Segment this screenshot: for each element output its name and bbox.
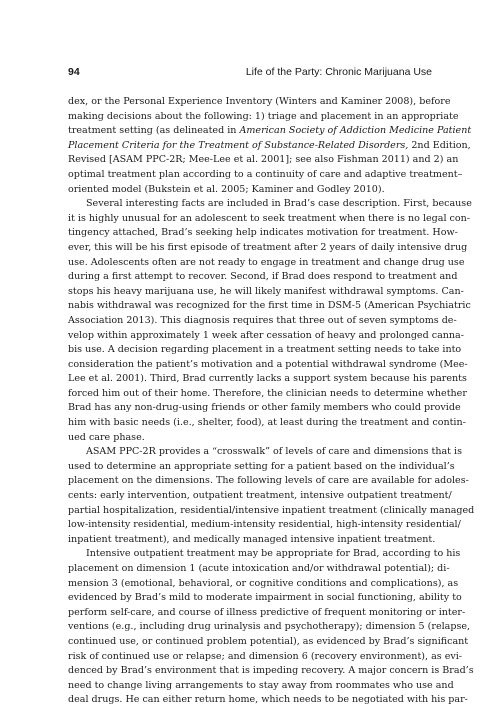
text-line: bis use. A decision regarding placement in a treatment setting needs to take into bbox=[68, 344, 462, 356]
text-line: consideration the patient’s motivation and a potential withdrawal syndrome (Mee- bbox=[68, 358, 468, 370]
text-line: Several interesting facts are included in Brad’s case description. First, because bbox=[86, 198, 472, 210]
text-line: Revised [ASAM PPC-2R; Mee-Lee et al. 2001]; see also Fishman 2011) and 2) an bbox=[68, 154, 459, 166]
text-line: during a first attempt to recover. Second, if Brad does respond to treatment and bbox=[68, 271, 458, 283]
text-line: perform self-care, and course of illness predictive of frequent monitoring or inter- bbox=[68, 606, 466, 618]
text-line: stops his heavy marijuana use, he will likely manifest withdrawal symptoms. Can- bbox=[68, 285, 464, 297]
running-title: Life of the Party: Chronic Marijuana Use bbox=[245, 66, 432, 78]
text-line: Lee et al. 2001). Third, Brad currently lacks a support system because his parents bbox=[68, 373, 467, 385]
citation-title-italic: American Society of Addiction Medicine Patient bbox=[239, 125, 472, 137]
text-line: nabis withdrawal was recognized for the first time in DSM-5 (American Psychiatric bbox=[68, 300, 471, 312]
page-number: 94 bbox=[68, 66, 80, 78]
text-line: cents: early intervention, outpatient treatment, intensive outpatient treatment/ bbox=[68, 490, 452, 502]
text-line: inpatient treatment), and medically managed intensive inpatient treatment. bbox=[68, 533, 436, 545]
text-line bbox=[68, 124, 472, 139]
text-line: tingency attached, Brad’s seeking help indicates motivation for treatment. How- bbox=[68, 227, 458, 239]
text-span: treatment setting (as delineated in bbox=[68, 125, 237, 137]
text-line: need to change living arrangements to stay away from roommates who use and bbox=[68, 679, 454, 691]
text-line: making decisions about the following: 1) triage and placement in an appropriate bbox=[68, 110, 459, 122]
body-text bbox=[68, 95, 475, 708]
text-line: it is highly unusual for an adolescent to seek treatment when there is no legal con- bbox=[68, 212, 471, 224]
text-line: Intensive outpatient treatment may be appropriate for Brad, according to his bbox=[86, 548, 461, 560]
text-line bbox=[68, 139, 471, 154]
text-line: ASAM PPC-2R provides a “crosswalk” of levels of care and dimensions that is bbox=[86, 446, 462, 458]
text-span: 2nd Edition, bbox=[408, 139, 471, 151]
text-line: oriented model (Bukstein et al. 2005; Kaminer and Godley 2010). bbox=[68, 183, 385, 195]
text-line: evidenced by Brad’s mild to moderate impairment in social functioning, ability to bbox=[68, 592, 462, 604]
text-line: used to determine an appropriate setting for a patient based on the individual’s bbox=[68, 460, 455, 472]
text-line: placement on the dimensions. The following levels of care are available for adoles- bbox=[68, 475, 469, 487]
text-line: Brad has any non-drug-using friends or other family members who could provide bbox=[68, 402, 461, 414]
text-line: ventions (e.g., including drug urinalysis and psychotherapy); dimension 5 (relapse, bbox=[68, 621, 471, 633]
text-line: risk of continued use or relapse; and dimension 6 (recovery environment), as evi- bbox=[68, 650, 463, 662]
text-line: ever, this will be his first episode of treatment after 2 years of daily intensive drug bbox=[68, 241, 468, 253]
text-line: velop within approximately 1 week after cessation of heavy and prolonged canna- bbox=[68, 329, 464, 341]
text-line: him with basic needs (i.e., shelter, food), at least during the treatment and contin- bbox=[68, 417, 466, 429]
text-line: continued use, or continued problem potential), as evidenced by Brad’s significant bbox=[68, 635, 469, 647]
text-line: mension 3 (emotional, behavioral, or cognitive conditions and complications), as bbox=[68, 577, 459, 589]
citation-title-italic: Placement Criteria for the Treatment of Substance-Related Disorders, bbox=[68, 139, 409, 151]
text-line: optimal treatment plan according to a continuity of care and adaptive treatment– bbox=[68, 168, 463, 180]
text-line: use. Adolescents often are not ready to engage in treatment and change drug use bbox=[68, 256, 465, 268]
text-line: forced him out of their home. Therefore, the clinician needs to determine whether bbox=[68, 387, 467, 399]
text-line: placement on dimension 1 (acute intoxication and/or withdrawal potential); di- bbox=[68, 563, 450, 574]
text-line: dex, or the Personal Experience Inventory (Winters and Kaminer 2008), before bbox=[68, 96, 451, 107]
text-line: partial hospitalization, residential/intensive inpatient treatment (clinically managed bbox=[68, 504, 475, 516]
text-line: deal drugs. He can either return home, which needs to be negotiated with his par- bbox=[68, 694, 468, 706]
text-line: denced by Brad’s environment that is impeding recovery. A major concern is Brad’s bbox=[68, 665, 474, 677]
text-line: ued care phase. bbox=[68, 431, 145, 443]
text-line: Association 2013). This diagnosis requires that three out of seven symptoms de- bbox=[68, 314, 457, 326]
running-head bbox=[68, 66, 432, 80]
text-line: low-intensity residential, medium-intensity residential, high-intensity residential/ bbox=[68, 519, 461, 531]
